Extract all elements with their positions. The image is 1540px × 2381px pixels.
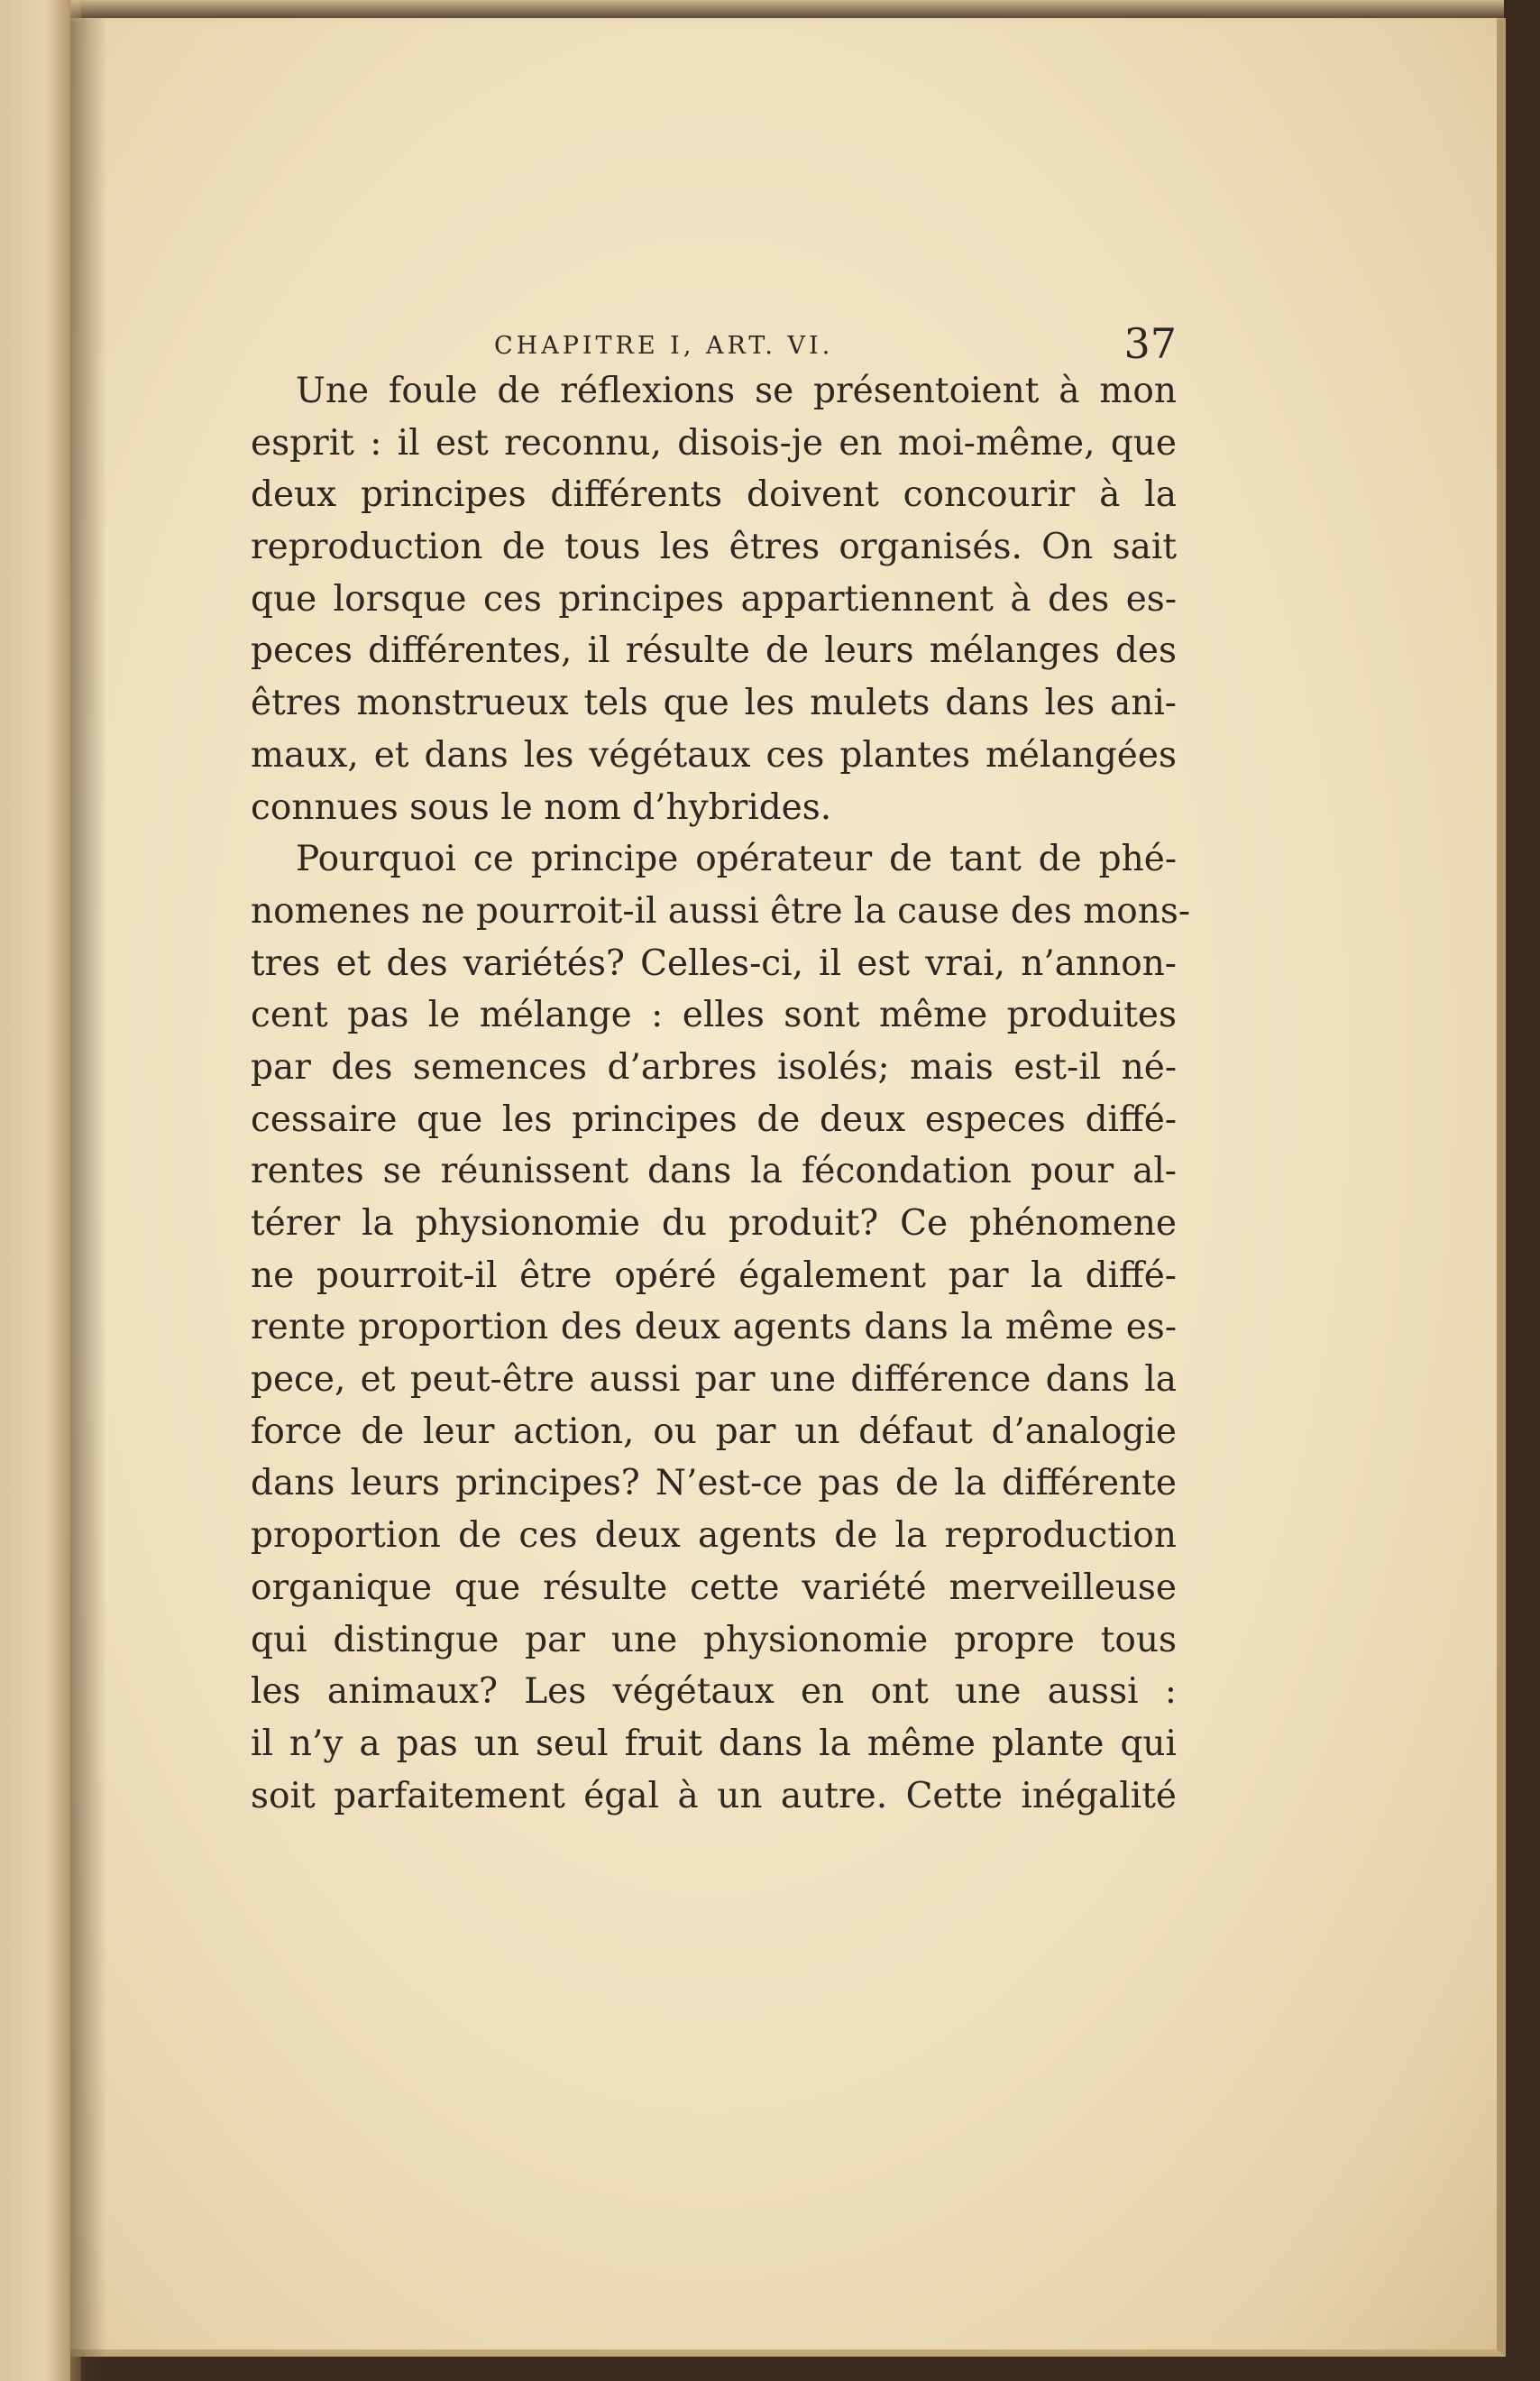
- text-line: térer la physionomie du produit? Ce phénomene: [251, 1203, 1177, 1244]
- text-line: cessaire que les principes de deux especes diffé-: [251, 1099, 1177, 1140]
- text-line: êtres monstrueux tels que les mulets dans les ani-: [251, 683, 1177, 724]
- page-top-edge: [70, 0, 1504, 23]
- text-line: organique que résulte cette variété merveilleuse: [251, 1567, 1177, 1608]
- text-line: force de leur action, ou par un défaut d’analogie: [251, 1411, 1177, 1452]
- binding-gutter: [70, 0, 106, 2381]
- text-line: deux principes différents doivent concourir à la: [251, 474, 1177, 516]
- text-line: Une foule de réflexions se présentoient à mon: [296, 371, 1177, 411]
- text-line: reproduction de tous les êtres organisés. On sait: [251, 527, 1177, 568]
- text-line: connues sous le nom d’hybrides.: [251, 786, 832, 828]
- text-line: rentes se réunissent dans la fécondation pour al-: [251, 1151, 1177, 1192]
- text-line: nomenes ne pourroit-il aussi être la cause des mons-: [251, 890, 1191, 932]
- text-line: rente proportion des deux agents dans la même es-: [251, 1307, 1177, 1348]
- text-line: ne pourroit-il être opéré également par la diffé-: [251, 1255, 1177, 1296]
- text-line: les animaux? Les végétaux en ont une aussi :: [251, 1671, 1177, 1713]
- text-line: qui distingue par une physionomie propre tous: [251, 1619, 1177, 1660]
- text-line: Pourquoi ce principe opérateur de tant de phé-: [296, 839, 1177, 880]
- page-number: 37: [1123, 319, 1177, 368]
- text-line: esprit : il est reconnu, disois-je en moi-même, que: [251, 422, 1177, 464]
- body-text: [251, 365, 1191, 1822]
- text-line: dans leurs principes? N’est-ce pas de la différente: [251, 1463, 1177, 1504]
- text-line: cent pas le mélange : elles sont même produites: [251, 995, 1177, 1036]
- running-head: CHAPITRE I, ART. VI.: [494, 332, 834, 360]
- text-line: peces différentes, il résulte de leurs mélanges des: [251, 630, 1177, 672]
- text-line: proportion de ces deux agents de la reproduction: [251, 1515, 1177, 1557]
- text-line: maux, et dans les végétaux ces plantes mélangées: [251, 734, 1177, 776]
- text-line: tres et des variétés? Celles-ci, il est vrai, n’annon-: [251, 942, 1177, 984]
- text-line: par des semences d’arbres isolés; mais est-il né-: [251, 1046, 1177, 1088]
- text-line: que lorsque ces principes appartiennent à des es-: [251, 578, 1177, 620]
- left-page-edge: [0, 0, 81, 2381]
- text-line: soit parfaitement égal à un autre. Cette inégalité: [251, 1775, 1177, 1816]
- text-line: il n’y a pas un seul fruit dans la même plante qui: [251, 1723, 1177, 1764]
- text-line: pece, et peut-être aussi par une différence dans la: [251, 1359, 1177, 1401]
